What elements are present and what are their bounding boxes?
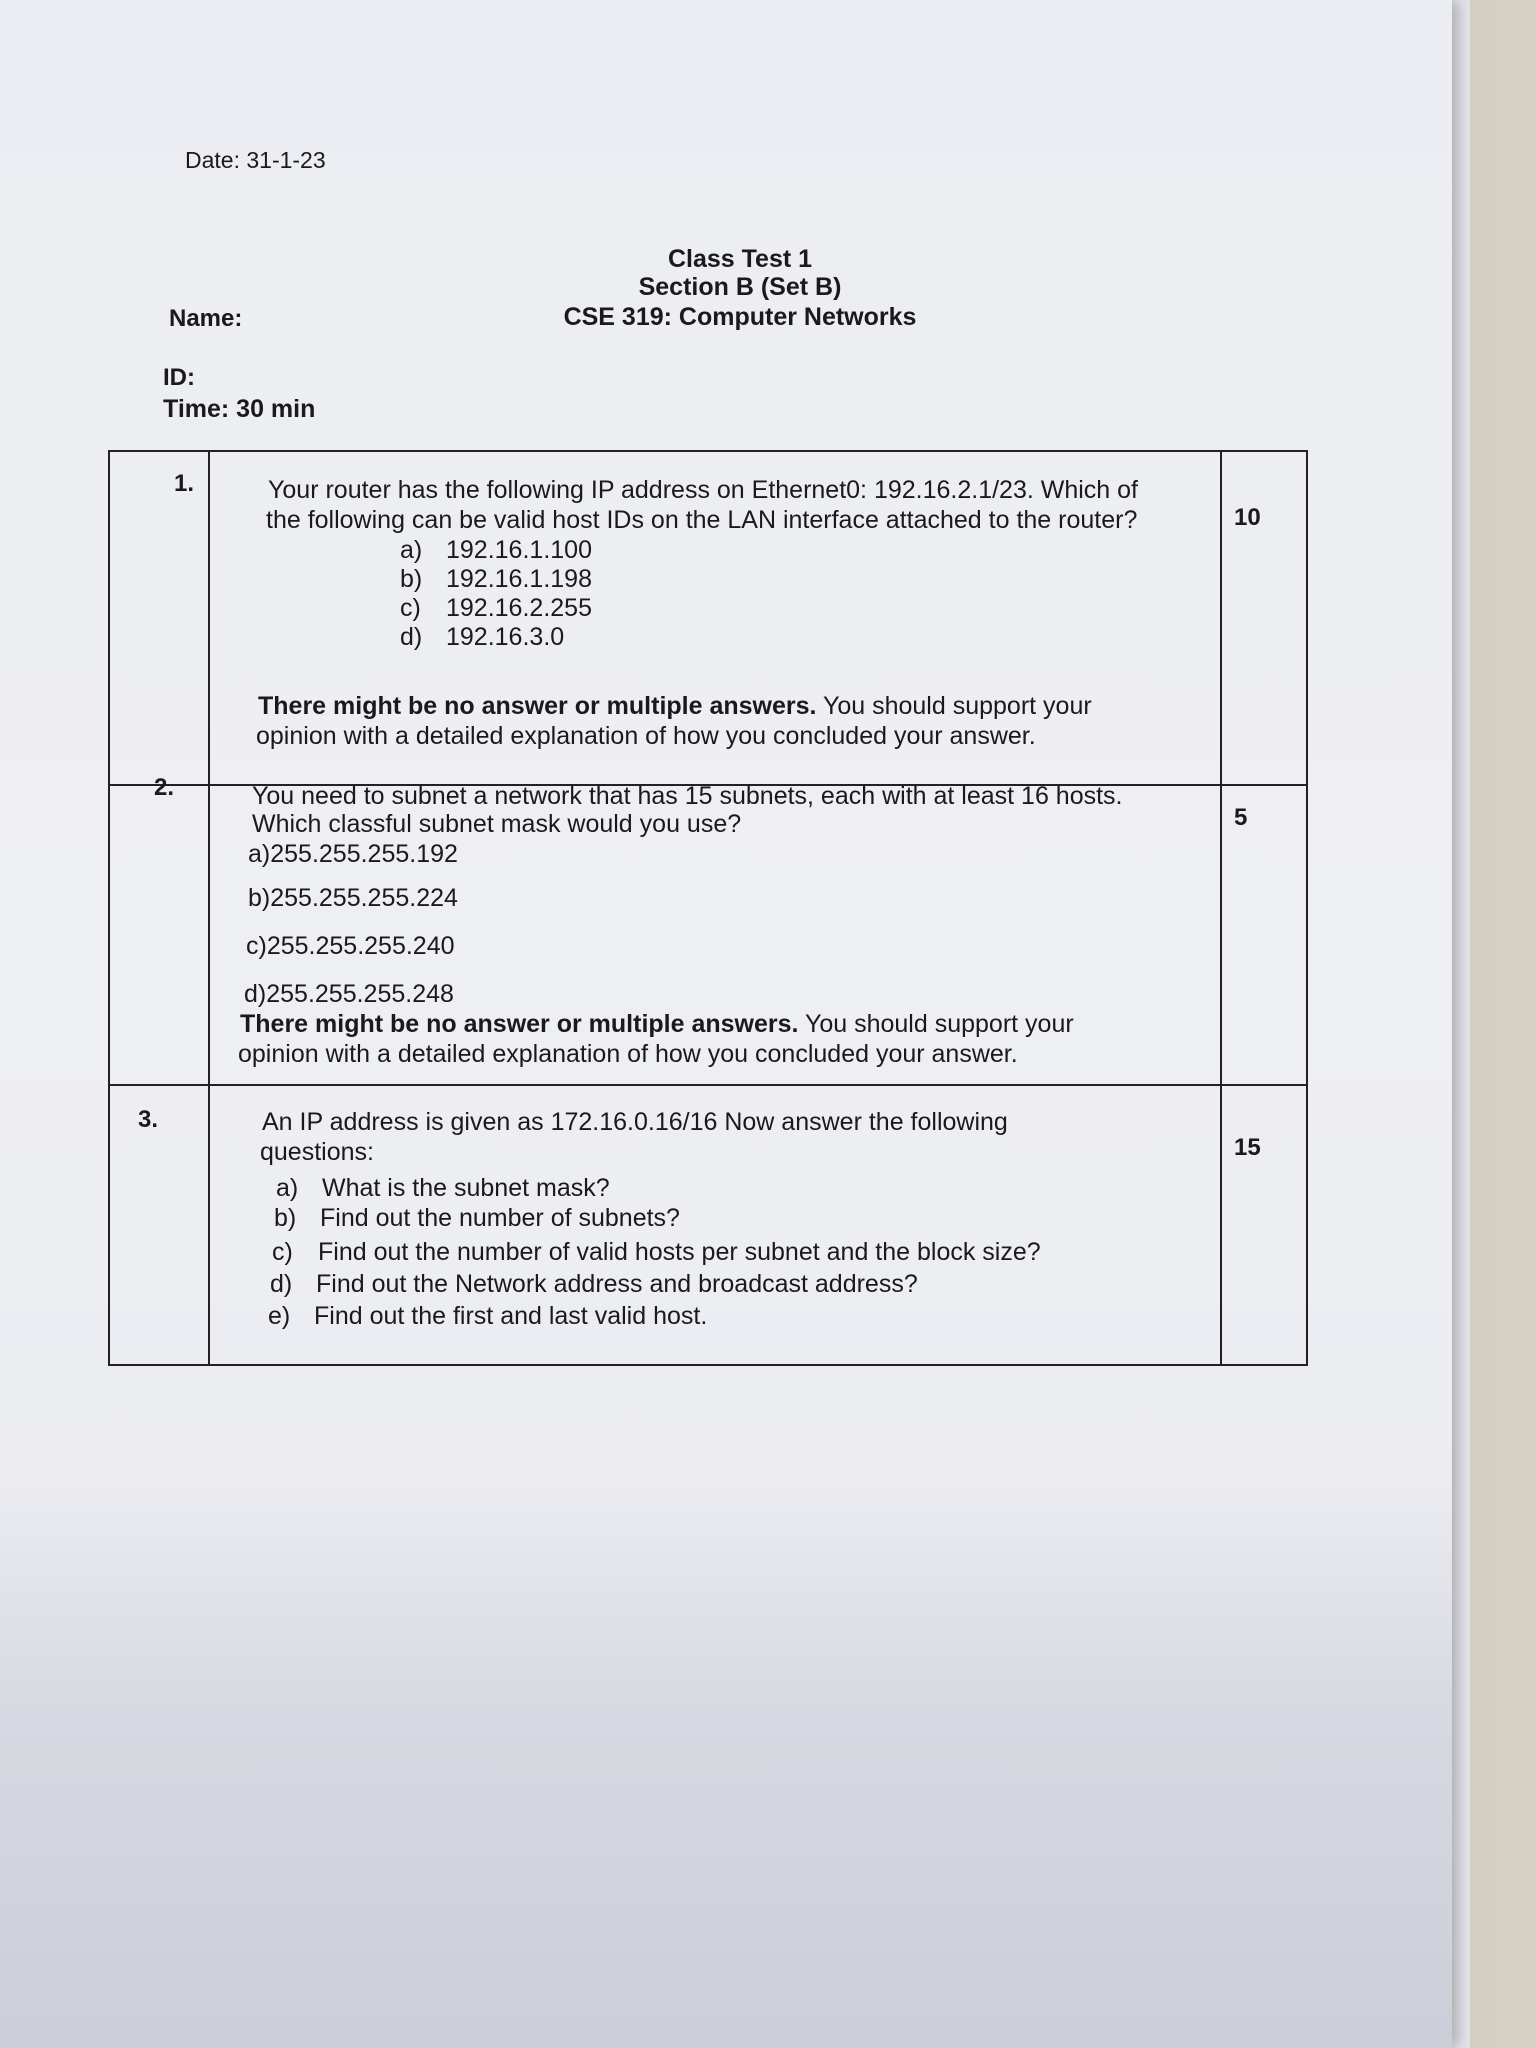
option-value: Find out the first and last valid host.	[314, 1302, 708, 1330]
question-table	[108, 450, 1308, 1366]
instruction-bold: There might be no answer or multiple answers.	[240, 1010, 799, 1038]
option-letter: b)	[248, 884, 271, 912]
instruction-bold: There might be no answer or multiple answers.	[258, 692, 817, 720]
option-value: 255.255.255.240	[266, 932, 455, 960]
option-value: 255.255.255.192	[270, 840, 458, 868]
option-letter: c)	[246, 932, 267, 960]
option-value: 255.255.255.248	[266, 980, 454, 1008]
question-number: 3.	[138, 1106, 159, 1133]
course-title: CSE 319: Computer Networks	[563, 303, 917, 331]
option-value: 192.16.1.100	[446, 536, 592, 564]
question-text: Your router has the following IP address on Ethernet0: 192.16.2.1/23. Which of	[268, 476, 1139, 504]
marks-column-divider	[1220, 452, 1222, 1364]
number-column-divider	[208, 452, 210, 1364]
instruction-note	[258, 692, 1092, 721]
option-letter: a)	[248, 840, 271, 868]
option-letter: e)	[268, 1302, 291, 1330]
option-value: 255.255.255.224	[270, 884, 458, 912]
question-text: the following can be valid host IDs on the LAN interface attached to the router?	[266, 506, 1138, 534]
option-letter: a)	[276, 1174, 299, 1202]
test-title: Class Test 1	[667, 245, 813, 273]
option-item	[246, 932, 455, 961]
instruction-note: opinion with a detailed explanation of how you concluded your answer.	[238, 1040, 1018, 1068]
question-number: 1.	[174, 470, 195, 497]
option-letter: d)	[244, 980, 267, 1008]
name-label: Name:	[169, 305, 243, 332]
option-value: 192.16.2.255	[446, 594, 592, 622]
option-letter: d)	[270, 1270, 293, 1298]
question-text: Which classful subnet mask would you use?	[252, 810, 742, 838]
time-label: Time: 30 min	[163, 395, 316, 423]
option-letter: a)	[400, 536, 423, 564]
option-letter: b)	[274, 1204, 297, 1232]
option-item	[248, 884, 458, 913]
row-divider	[110, 1084, 1306, 1086]
option-letter: c)	[272, 1238, 293, 1266]
question-marks: 15	[1234, 1134, 1261, 1161]
option-letter: c)	[400, 594, 421, 622]
question-text: questions:	[260, 1138, 374, 1166]
option-value: Find out the number of subnets?	[320, 1204, 680, 1232]
option-value: What is the subnet mask?	[322, 1174, 610, 1202]
section-title: Section B (Set B)	[638, 273, 842, 301]
option-item	[244, 980, 454, 1009]
instruction-note	[240, 1010, 1074, 1039]
instruction-note: opinion with a detailed explanation of how you concluded your answer.	[256, 722, 1036, 750]
option-value: 192.16.1.198	[446, 565, 592, 593]
instruction-rest: You should support your	[816, 692, 1092, 720]
instruction-rest: You should support your	[798, 1010, 1074, 1038]
question-marks: 10	[1234, 504, 1261, 531]
question-marks: 5	[1234, 804, 1248, 831]
id-label: ID:	[163, 364, 195, 391]
option-value: Find out the number of valid hosts per subnet and the block size?	[318, 1238, 1041, 1266]
option-letter: d)	[400, 623, 423, 651]
option-letter: b)	[400, 565, 423, 593]
option-value: Find out the Network address and broadcast address?	[316, 1270, 918, 1298]
question-text: You need to subnet a network that has 15 subnets, each with at least 16 hosts.	[252, 782, 1123, 810]
option-value: 192.16.3.0	[446, 623, 565, 651]
photo-shadow	[0, 1480, 1452, 2048]
date-label: Date: 31-1-23	[185, 147, 326, 173]
option-item	[248, 840, 458, 869]
question-number: 2.	[154, 774, 175, 801]
question-text: An IP address is given as 172.16.0.16/16 Now answer the following	[262, 1108, 1008, 1136]
